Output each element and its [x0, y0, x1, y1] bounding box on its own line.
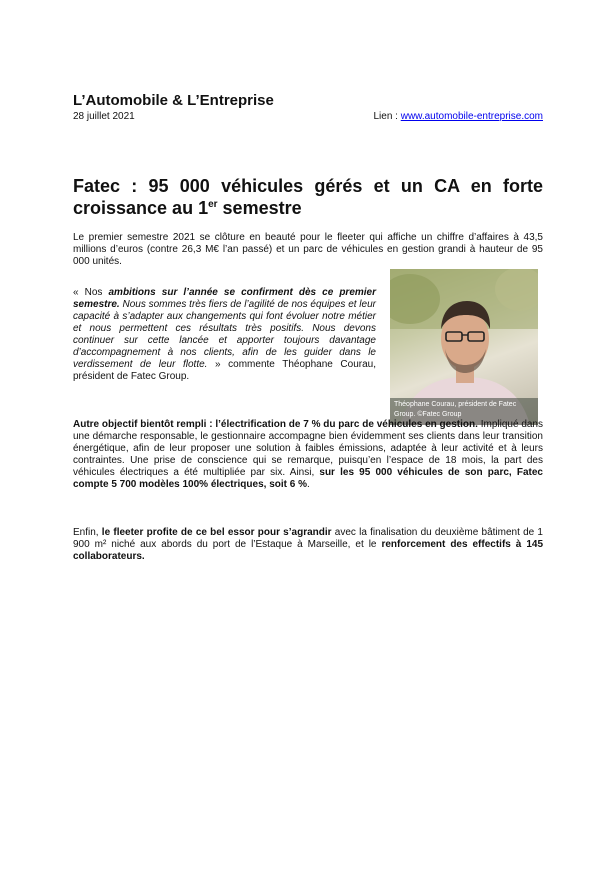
closing-paragraph [73, 527, 543, 563]
publication-date: 28 juillet 2021 [73, 111, 135, 122]
quote-paragraph [73, 287, 376, 383]
link-label: Lien : [373, 111, 401, 122]
enfin-bold2: renforcement des effectifs à 145 collaborateurs. [73, 539, 544, 562]
objective-paragraph [73, 419, 543, 491]
source-link[interactable]: www.automobile-entreprise.com [400, 111, 543, 122]
objective-bold2: sur les 95 000 véhicules de son parc, Fatec compte 5 700 modèles 100% électriques, soit 6 % [73, 467, 543, 490]
intro-paragraph: Le premier semestre 2021 se clôture en beauté pour le fleeter qui affiche un chiffre d’affaires à 43,5 millions d’euros (contre 26,3 M€ l’an passé) et un parc de véhicules en gestion grandi à hauteur de 95 000 unités. [73, 232, 543, 267]
enfin-bold1: le fleeter profite de ce bel essor pour s’agrandir [101, 527, 332, 538]
article-headline [73, 175, 543, 219]
photo-caption: Théophane Courau, président de Fatec Group. ©Fatec Group [390, 398, 538, 425]
quote-italic: Nous sommes très fiers de l’agilité de nos équipes et leur capacité à s’adapter aux changements qui font évoluer notre métier et nous permettent ces résultats très positifs. Nous devons continuer sur cette lancée et apporter toujours davantage d’accompagnement à nos clients, afin de les guider dans le verdissement de leur flotte. [73, 299, 376, 370]
quote-bold: ambitions sur l’année se confirment dès ce premier semestre. [73, 287, 377, 310]
quote-close: » commente Théophane Courau, président de Fatec Group. [73, 359, 376, 382]
objective-text1: Impliqué dans une démarche responsable, le gestionnaire accompagne bien évidemment ses clients dans leur transition énergétique, afin de leur proposer une solution à faibles émissions, adaptée à leur activité et à leurs contraintes. Une prise de conscience qui se remarque, puisqu’en l’espace de 18 mois, la part des véhicules électriques a été multipliée par six. Ainsi, [73, 419, 543, 478]
quote-open: « Nos [73, 287, 109, 298]
publication-title: L’Automobile & L’Entreprise [73, 92, 274, 109]
objective-bold1: Autre objectif bientôt rempli : l’électrification de 7 % du parc de véhicules en gestion. [73, 419, 478, 430]
objective-text2: . [307, 479, 310, 490]
enfin-text1: Enfin, [73, 527, 102, 538]
enfin-text2: avec la finalisation du deuxième bâtiment de 1 900 m² niché aux abords du port de l’Estaque à Marseille, et le [73, 527, 543, 550]
headline-part1: Fatec : 95 000 véhicules gérés et un CA en forte croissance au 1 [73, 176, 543, 218]
headline-part2: semestre [217, 198, 302, 218]
source-link-line [373, 111, 543, 122]
headline-superscript: er [208, 199, 218, 210]
